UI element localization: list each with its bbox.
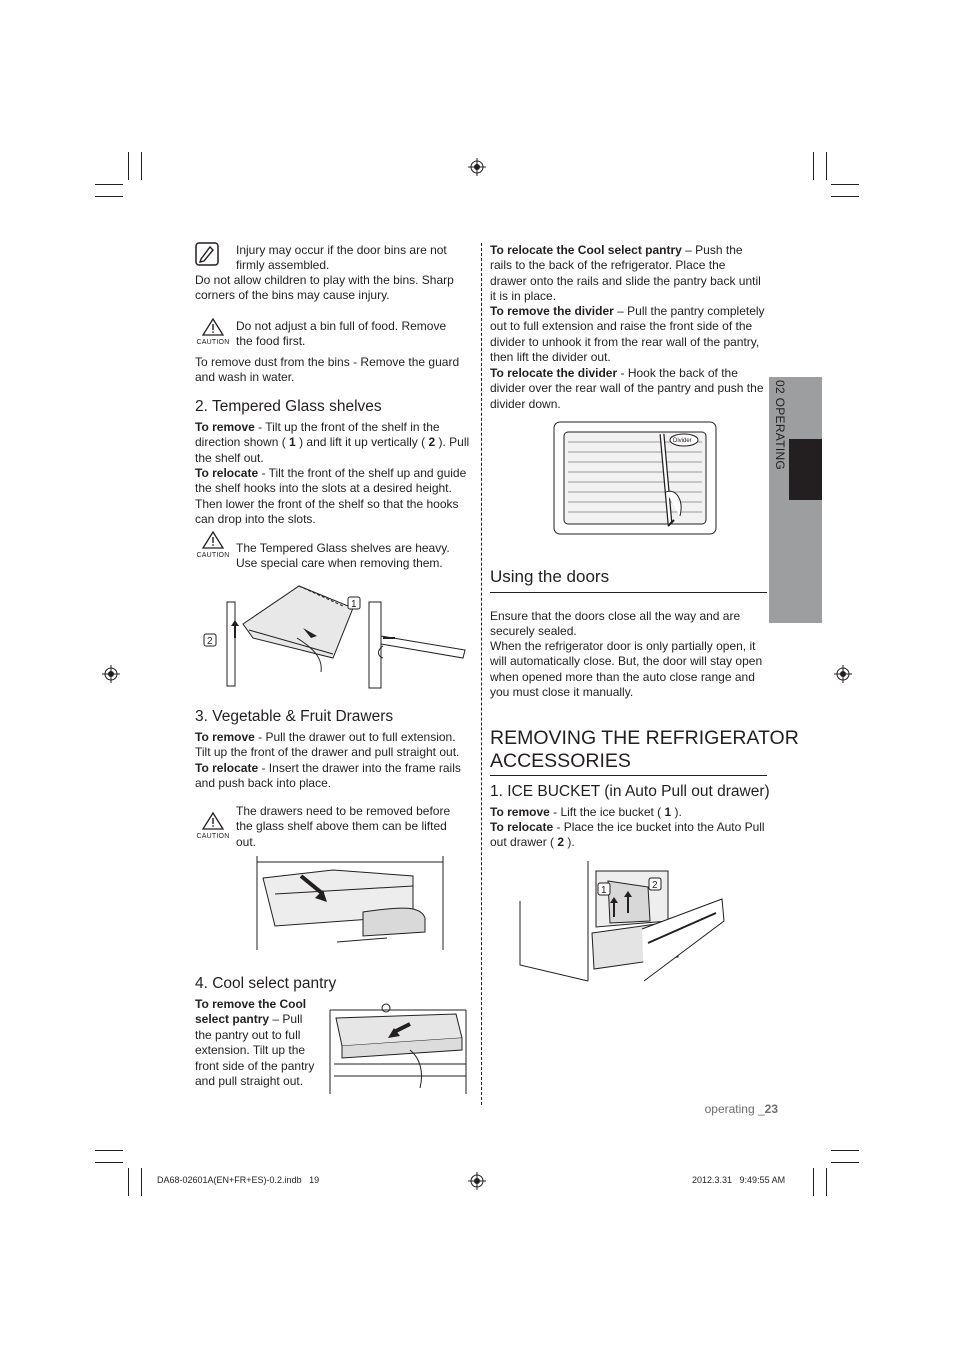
caution-text: The Tempered Glass shelves are heavy. Use special care when removing them. [236,541,450,571]
registration-mark-icon [102,665,120,683]
crop-mark [826,1168,827,1196]
ice-remove-text: To remove - Lift the ice bucket ( 1 ). [490,805,682,819]
column-divider [481,243,482,1105]
crop-mark [141,152,142,180]
registration-mark-icon [468,1172,486,1190]
caution-icon [195,531,231,559]
drawer-relocate-text: To relocate - Insert the drawer into the frame rails and push back into place. [195,761,461,791]
shelf-relocate-text: To relocate - Tilt the front of the shelf up and guide the shelf hooks into the slots at a desired height. Then lower the front of the shelf so that the hooks can drop into the slots. [195,466,467,527]
crop-mark [95,1162,123,1163]
pantry-illustration [324,1002,470,1094]
note-text: Injury may occur if the door bins are not firmly assembled. [236,243,447,273]
figure-label: 2 [207,636,213,647]
registration-mark-icon [468,158,486,176]
figure-label: 1 [351,599,357,610]
accessories-title-line2: ACCESSORIES [490,750,631,772]
crop-mark [95,196,123,197]
page-label: operating _ [704,1102,765,1116]
crop-mark [831,1162,859,1163]
figure-label: 1 [601,885,607,896]
figure-label: 2 [652,880,658,891]
ice-bucket-subtitle: 1. ICE BUCKET (in Auto Pull out drawer) [490,783,770,800]
page-number: 23 [764,1102,778,1116]
side-tab-text: 02 OPERATING [773,380,787,471]
crop-mark [826,152,827,180]
crop-mark [128,1168,129,1196]
pantry-remove-text: To remove the Cool select pantry – Pull the pantry out to full extension. Tilt up the front side of the pantry and pull straight out. [195,997,315,1089]
crop-mark [95,1150,123,1151]
crop-mark [813,152,814,180]
crop-mark [813,1168,814,1196]
section-title: 3. Vegetable & Fruit Drawers [195,708,394,725]
crop-mark [95,184,123,185]
ice-relocate-text: To relocate - Place the ice bucket into the Auto Pull out drawer ( 2 ). [490,820,765,850]
crop-mark [831,184,859,185]
page-footer [660,1102,778,1116]
caution-text: Do not adjust a bin full of food. Remove the food first. [236,319,447,349]
file-info: DA68-02601A(EN+FR+ES)-0.2.indb 19 [157,1175,320,1185]
caution-label: CAUTION [196,339,230,346]
divider-label: Divider [673,438,692,444]
caution-text: The drawers need to be removed before the glass shelf above them can be lifted out. [236,804,451,849]
shelf-removal-illustration [203,578,467,692]
dust-text: To remove dust from the bins - Remove the guard and wash in water. [195,355,460,385]
caution-label: CAUTION [196,833,230,840]
section-rule [490,592,767,593]
crop-mark [831,1150,859,1151]
remove-divider-text: To remove the divider – Pull the pantry completely out to full extension and raise the front side of the divider to unhook it from the rear wall of the pantry, then lift the divider out. [490,304,765,365]
caution-icon [195,318,231,346]
shelf-remove-text: To remove - Tilt up the front of the shelf in the direction shown ( 1 ) and lift it up vertically ( 2 ). Pull the shelf out. [195,420,470,465]
doors-para2: When the refrigerator door is only partially open, it will automatically close. But, the door will stay open when opened more than the auto close range and you must close it manually. [490,639,763,700]
divider-illustration [552,420,718,536]
section-title: 2. Tempered Glass shelves [195,398,382,415]
note-icon [195,242,219,266]
caution-label: CAUTION [196,552,230,559]
doors-para1: Ensure that the doors close all the way and are securely sealed. [490,609,741,639]
drawer-illustration [253,856,447,950]
section-rule [490,775,767,776]
crop-mark [831,196,859,197]
ice-bucket-illustration [518,861,726,983]
section-title: 4. Cool select pantry [195,975,337,992]
side-tab-marker [789,439,822,500]
caution-icon [195,812,231,840]
timestamp: 2012.3.31 9:49:55 AM [692,1175,786,1185]
drawer-remove-text: To remove - Pull the drawer out to full extension. Tilt up the front of the drawer and pull straight out. [195,730,460,760]
crop-mark [128,152,129,180]
bins-warning: Do not allow children to play with the bins. Sharp corners of the bins may cause injury. [195,273,454,303]
section-title: Using the doors [490,567,610,586]
crop-mark [141,1168,142,1196]
accessories-title-line1: REMOVING THE REFRIGERATOR [490,727,799,749]
relocate-pantry-text: To relocate the Cool select pantry – Push the rails to the back of the refrigerator. Place the drawer onto the rails and slide the pantry back until it is in place. [490,243,761,304]
registration-mark-icon [834,665,852,683]
relocate-divider-text: To relocate the divider - Hook the back of the divider over the rear wall of the pantry and push the divider down. [490,366,764,411]
